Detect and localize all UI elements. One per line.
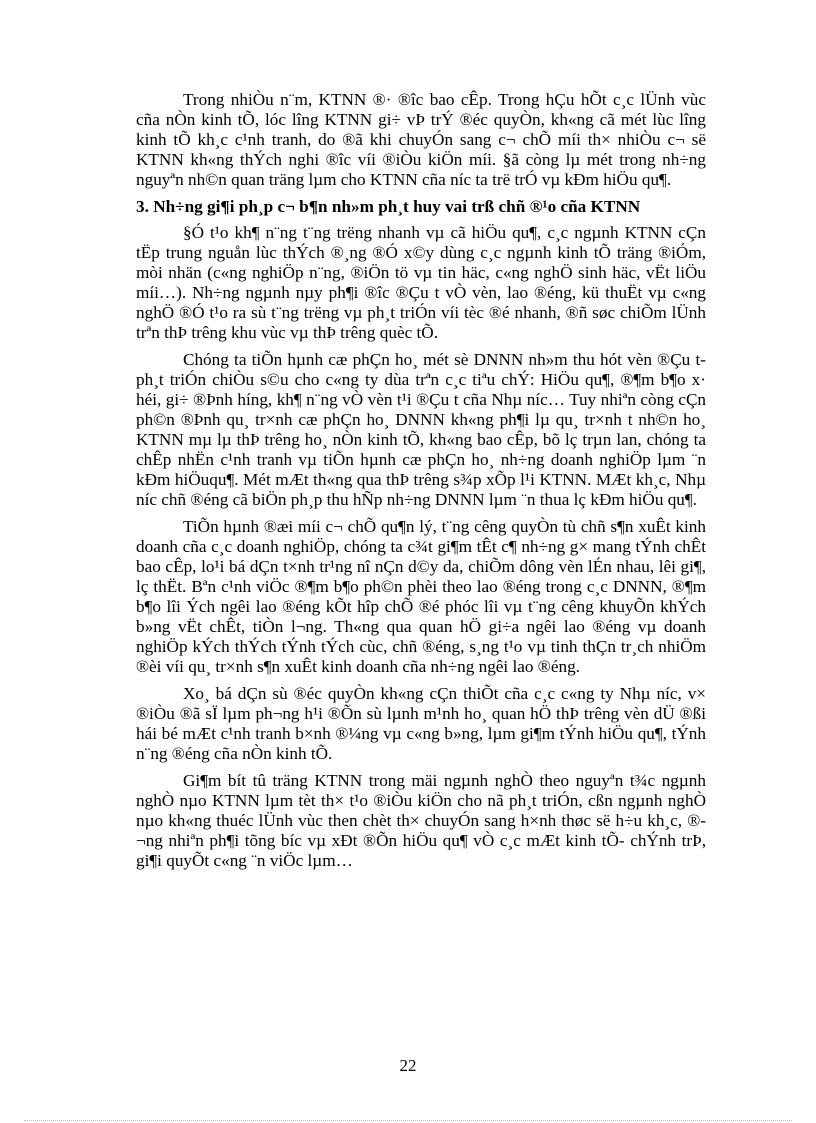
paragraph-1: Trong nhiÒu n¨m, KTNN ®· ®îc bao cÊp. Trong hÇu hÕt c¸c lÜnh vùc cña nÒn kinh tÕ, lóc lîng KTNN gi÷ vÞ trÝ ®éc quyÒn, kh«ng cã mét lùc lîng kinh tÕ kh¸c c¹nh tranh, do ®ã khi chuyÓn sang c¬ chÕ míi th× nhiÒu c¬ së KTNN kh«ng thÝch nghi ®îc víi ®iÒu kiÖn míi. §ã còng lµ mét trong nh÷ng nguyªn nh©n quan träng lµm cho KTNN cña níc ta trë trÓ vµ kÐm hiÖu qu¶. <box>136 90 706 189</box>
paragraph-6: Gi¶m bít tû träng KTNN trong mäi ngµnh nghÒ theo nguyªn t¾c ngµnh nghÒ nµo KTNN lµm tèt th× t¹o ®iÒu kiÖn cho nã ph¸t triÓn, cßn ngµnh nghÒ nµo kh«ng thuéc lÜnh vùc then chèt th× chuyÓn sang h×nh thøc së h÷u kh¸c, ®¬ng nhiªn ph¶i tõng bíc vµ xÐt ®Õn hiÖu qu¶ vÒ c¸c mÆt kinh tÕ- chÝnh trÞ, gi¶i quyÕt c«ng ¨n viÖc lµm… <box>136 771 706 870</box>
paragraph-5: Xo¸ bá dÇn sù ®éc quyÒn kh«ng cÇn thiÕt cña c¸c c«ng ty Nhµ níc, v× ®iÒu ®ã sÏ lµm ph¬ng h¹i ®Õn sù lµnh m¹nh ho¸ quan hÖ thÞ trêng vèn dÜ ®ßi hái bé mÆt c¹nh tranh b×nh ®¼ng vµ c«ng b»ng, lµm gi¶m tÝnh hiÖu qu¶, tÝnh n¨ng ®éng cña nÒn kinh tÕ. <box>136 684 706 763</box>
page-number: 22 <box>399 1056 417 1075</box>
paragraph-2: §Ó t¹o kh¶ n¨ng t¨ng trëng nhanh vµ cã hiÖu qu¶, c¸c ngµnh KTNN cÇn tËp trung nguån lùc thÝch ®¸ng ®Ó x©y dùng c¸c ngµnh kinh tÕ träng ®iÓm, mòi nhän (c«ng nghiÖp n¨ng, ®iÖn tö vµ tin häc, c«ng nghÖ sinh häc, vËt liÖu míi…). Nh÷ng ngµnh nµy ph¶i ®îc ®Çu t vÒ vèn, lao ®éng, kü thuËt vµ c«ng nghÖ ®Ó t¹o ra sù t¨ng trëng vµ ph¸t triÓn víi tèc ®é nhanh, ®ñ søc chiÕm lÜnh trªn thÞ trêng khu vùc vµ thÞ trêng quèc tÕ. <box>136 223 706 342</box>
page-bottom-divider <box>24 1120 792 1121</box>
paragraph-4: TiÕn hµnh ®æi míi c¬ chÕ qu¶n lý, t¨ng cêng quyÒn tù chñ s¶n xuÊt kinh doanh cña c¸c doanh nghiÖp, chóng ta c¾t gi¶m tÊt c¶ nh÷ng g× mang tÝnh chÊt bao cÊp, lo¹i bá dÇn t×nh tr¹ng nî nÇn d©y da, chiÕm dông vèn lÉn nhau, lêi gi¶, lç thËt. Bªn c¹nh viÖc ®¶m b¶o ph©n phèi theo lao ®éng trong c¸c DNNN, ®¶m b¶o lîi Ých ngêi lao ®éng kÕt hîp chÕ ®é phóc lîi vµ t¨ng cêng khuyÕn khÝch b»ng vËt chÊt, tiÒn l¬ng. Th«ng qua quan hÖ gi÷a ngêi lao ®éng vµ doanh nghiÖp kÝch thÝch tÝnh tÝch cùc, chñ ®éng, s¸ng t¹o vµ tinh thÇn tr¸ch nhiÖm ®èi víi qu¸ tr×nh s¶n xuÊt kinh doanh cña nh÷ng ngêi lao ®éng. <box>136 517 706 676</box>
document-body <box>136 90 706 878</box>
section-heading: 3. Nh÷ng gi¶i ph¸p c¬ b¶n nh»m ph¸t huy vai trß chñ ®¹o cña KTNN <box>136 197 641 216</box>
paragraph-3: Chóng ta tiÕn hµnh cæ phÇn ho¸ mét sè DNNN nh»m thu hót vèn ®Çu t ph¸t triÓn chiÒu s©u cho c«ng ty dùa trªn c¸c tiªu chÝ: HiÖu qu¶, ®¶m b¶o x· héi, gi÷ ®Þnh híng, kh¶ n¨ng vÒ vèn t¹i ®Çu t cña Nhµ níc… Tuy nhiªn còng cÇn ph©n ®Þnh qu¸ tr×nh cæ phÇn ho¸ DNNN kh«ng ph¶i lµ qu¸ tr×nh t nh©n ho¸ KTNN mµ lµ thÞ trêng ho¸ nÒn kinh tÕ, kh«ng bao cÊp, bõ lç trµn lan, chóng ta chÊp nhËn c¹nh tranh vµ tiÕn hµnh cæ phÇn ho¸ nh÷ng doanh nghiÖp lµm ¨n kÐm hiÖuqu¶. Mét mÆt th«ng qua thÞ trêng s¾p xÕp l¹i KTNN. MÆt kh¸c, Nhµ níc chñ ®éng cã biÖn ph¸p thu hÑp nh÷ng DNNN lµm ¨n thua lç kÐm hiÖu qu¶. <box>136 350 706 509</box>
